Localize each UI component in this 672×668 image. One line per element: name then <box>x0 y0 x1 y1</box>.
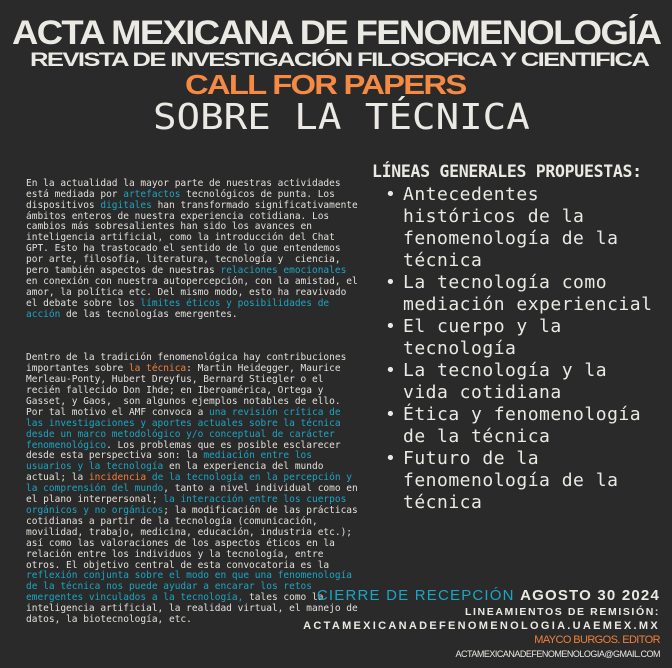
topic-heading: SOBRE LA TÉCNICA <box>153 97 530 138</box>
highlighted-text: digitales <box>100 199 152 211</box>
guidelines-label: LINEAMIENTOS DE REMISIÓN: <box>465 606 660 618</box>
proposed-lines-section <box>372 162 667 514</box>
proposed-lines-list <box>372 184 667 514</box>
list-item-text: Ética y fenomenología de la técnica <box>403 404 642 447</box>
list-item <box>372 316 667 360</box>
text-segment: tales como la inteligencia artificial, la realidad virtual, el manejo de datos, la biotecnología, etc. <box>26 592 358 626</box>
list-item-text: El cuerpo y la tecnología <box>403 316 562 359</box>
list-item <box>372 360 667 404</box>
paragraph-2 <box>26 353 366 626</box>
bullet-icon: • <box>385 272 397 293</box>
highlighted-text: artefactos <box>123 188 181 200</box>
list-item <box>372 272 667 316</box>
list-item <box>372 448 667 514</box>
description-text <box>26 157 366 648</box>
list-item <box>372 184 667 272</box>
list-item-text: La tecnología y la vida cotidiana <box>403 360 608 403</box>
website-link[interactable]: ACTAMEXICANADEFENOMENOLOGIA.UAEMEX.MX <box>303 620 660 632</box>
text-segment: ; la modificación de las prácticas cotidianas a partir de la tecnología (comunicación, movilidad, trabajo, medicina, educación, industria etc.); así como las valoraciones de los aspectos éticos en la relación entre los individuos y la tecnología, entre otros. El objetivo central de esta convocatoria es la <box>26 504 358 571</box>
highlighted-text: incidencia <box>88 472 147 484</box>
text-segment: . Los problemas que es posible esclarecer desde esta perspectiva son: la <box>26 439 341 462</box>
paragraph-1 <box>26 179 366 321</box>
text-segment: Dentro de la tradición fenomenológica hay contribuciones importantes sobre <box>26 352 347 375</box>
journal-subtitle: REVISTA DE INVESTIGACIÓN FILOSOFICA Y CIENTIFICA <box>30 50 649 71</box>
deadline-label: CIERRE DE RECEPCIÓN <box>316 587 515 604</box>
highlighted-text: relaciones emocionales <box>220 265 347 277</box>
list-item-text: La tecnología como mediación experiencial <box>403 272 653 315</box>
text-segment: de las tecnologías emergentes. <box>60 308 238 320</box>
deadline-date: AGOSTO 30 2024 <box>520 587 660 604</box>
bullet-icon: • <box>385 184 397 205</box>
bullet-icon: • <box>385 316 397 337</box>
highlighted-text: mediación entre los usuarios y la tecnología <box>26 450 312 473</box>
highlighted-text: una revisión crítica de las investigaciones y aportes actuales sobre la técnica desde un marco metodológico y/o conceptual de carácter fenomenológico <box>26 406 341 451</box>
email-link[interactable]: ACTAMEXICANADEFENOMENOLOGIA@GMAIL.COM <box>455 649 660 659</box>
text-segment: : Martin Heidegger, Maurice Merleau-Ponty, Hubert Dreyfus, Bernard Stiegler o el recién fallecido Don Ihde; en Iberoamérica, Ortega y Gasset, y Gaos, son algunos ejemplos notables de ello. Por tal motivo el AMF convoca a <box>26 363 341 418</box>
call-for-papers-heading: CALL FOR PAPERS <box>185 69 466 100</box>
highlighted-text: límites éticos y posibilidades de acción <box>26 297 330 320</box>
text-segment: En la actualidad la mayor parte de nuestras actividades está mediada por <box>26 177 341 200</box>
bullet-icon: • <box>385 448 397 469</box>
text-segment: en conexión con nuestra autopercepción, con la amistad, el amor, la política etc. Del mismo modo, esto ha reavivado el debate sobre los <box>26 275 358 309</box>
highlighted-text: reflexión conjunta sobre el modo en que una fenomenología de la técnica nos puede ayudar a encarar los retos emergentes vinculados a la tecnología, <box>26 570 353 604</box>
list-item <box>372 404 667 448</box>
text-segment: en la experiencia del mundo actual; la <box>26 461 324 484</box>
editor-name: MAYCO BURGOS. EDITOR <box>534 634 660 646</box>
text-segment: han transformado significativamente ámbitos enteros de nuestra experiencia cotidiana. Los cambios más sobresalientes han sido los avances en inteligencia artificial, como la introducción del Chat GPT. Esto ha trastocado el sentido de lo que entendemos por arte, filosofía, literatura, tecnología y ciencia, pero también aspectos de nuestras <box>26 199 358 277</box>
highlighted-text: la técnica <box>128 363 187 375</box>
text-segment: , tanto a nivel individual como en el plano interpersonal; <box>26 483 358 506</box>
highlighted-text: la interacción entre los cuerpos orgánicos y no orgánicos <box>26 494 347 516</box>
text-segment: tecnológicos de punta. Los dispositivos <box>26 188 335 211</box>
highlighted-text: de la tecnología en la percepción y la comprensión del mundo <box>26 472 353 495</box>
list-item-text: Futuro de la fenomenología de la técnica <box>403 448 619 513</box>
list-item-text: Antecedentes históricos de la fenomenología de la técnica <box>403 184 619 271</box>
proposed-lines-title: LÍNEAS GENERALES PROPUESTAS: <box>372 162 642 181</box>
bullet-icon: • <box>385 360 397 381</box>
deadline <box>317 588 660 603</box>
journal-title: ACTA MEXICANA DE FENOMENOLOGÍA <box>12 14 661 52</box>
bullet-icon: • <box>385 404 397 425</box>
